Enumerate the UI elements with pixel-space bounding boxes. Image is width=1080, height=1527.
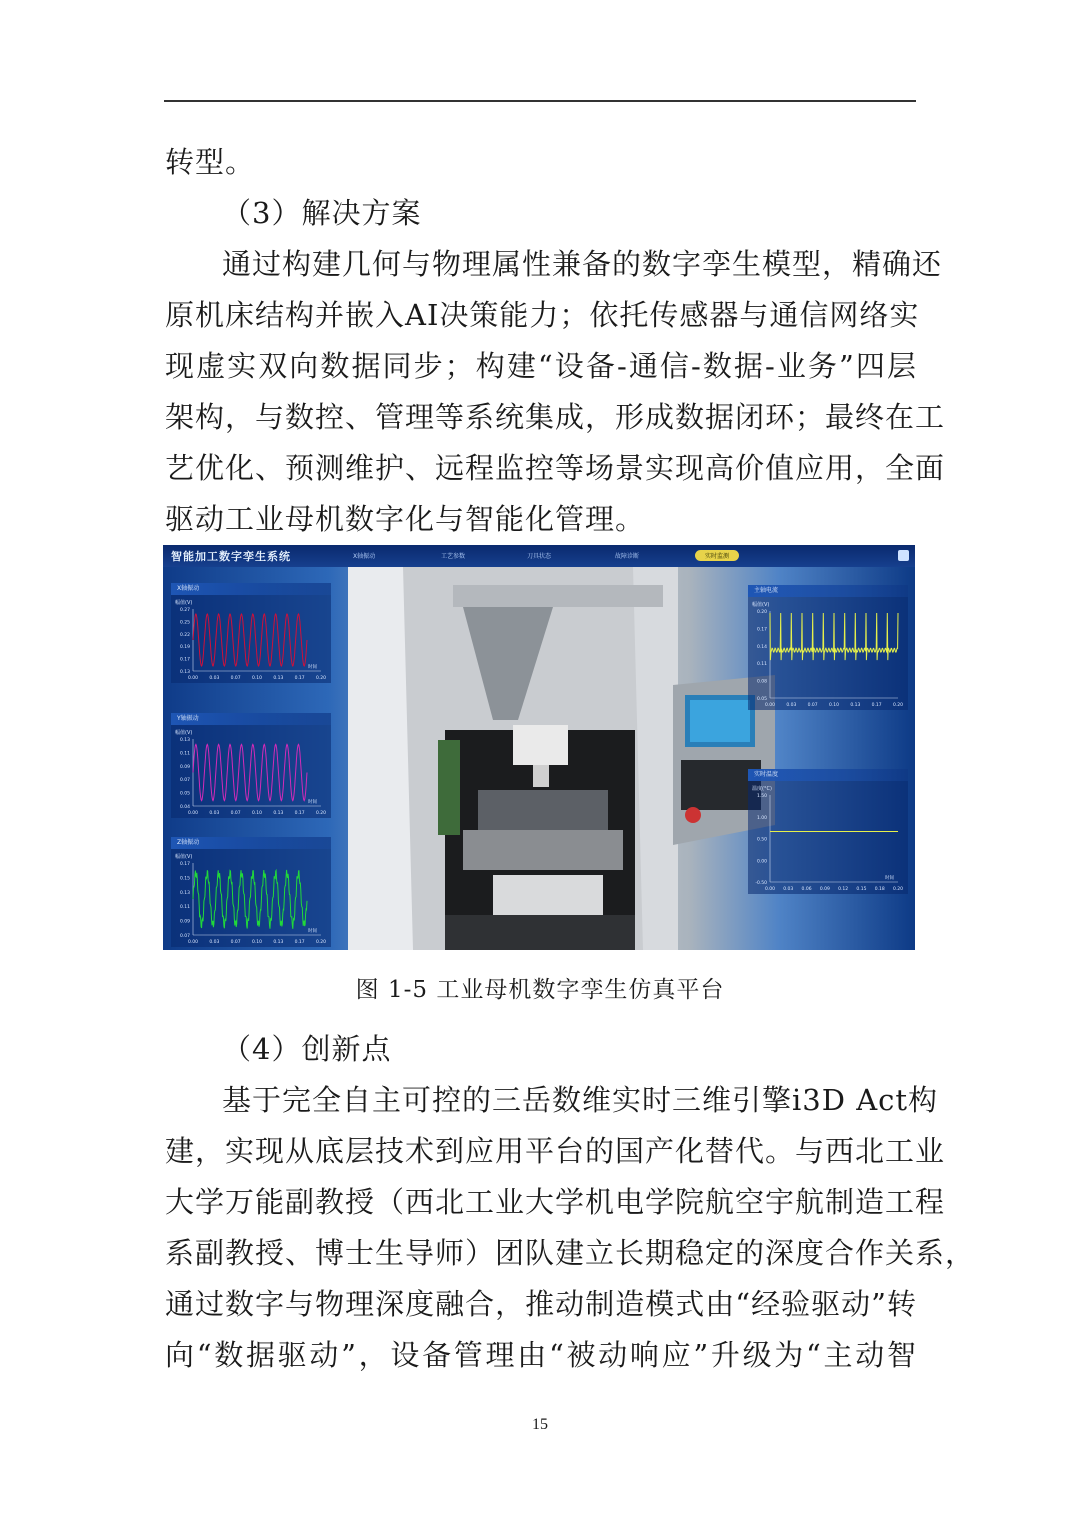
- x-tick-label: 0.10: [251, 811, 263, 816]
- y-tick-label: 0.05: [756, 697, 767, 702]
- y-tick-label: 0.22: [179, 632, 190, 638]
- chart-unit-label: 幅值(V): [175, 730, 193, 736]
- y-tick-label: 0.11: [179, 751, 190, 757]
- text-line: 驱动工业母机数字化与智能化管理。: [165, 502, 646, 536]
- y-vibration-panel: [171, 713, 331, 818]
- x-axis-label: 时间: [308, 665, 317, 670]
- x-tick-label: 0.10: [251, 940, 263, 945]
- x-tick-label: 0.10: [828, 703, 840, 708]
- y-tick-label: 0.00: [756, 859, 767, 865]
- x-tick-label: 0.03: [783, 887, 794, 892]
- y-panel-title: Y轴振动: [171, 713, 331, 725]
- text-line: 大学万能副教授（西北工业大学机电学院航空宇航制造工程: [165, 1185, 946, 1219]
- app-title: 智能加工数字孪生系统: [171, 550, 291, 563]
- x-tick-label: 0.20: [315, 940, 327, 945]
- y-tick-label: 1.00: [756, 815, 767, 821]
- y-tick-label: 0.17: [179, 862, 190, 867]
- text-line: 艺优化、预测维护、远程监控等场景实现高价值应用，全面: [165, 451, 946, 485]
- x-tick-label: 0.13: [850, 703, 861, 708]
- x-axis-label: 时间: [308, 929, 317, 934]
- chart-unit-label: 幅值(V): [752, 602, 770, 608]
- x-tick-label: 0.20: [315, 676, 327, 681]
- y-tick-label: 0.14: [756, 644, 767, 650]
- y-tick-label: 0.25: [179, 620, 190, 626]
- z-panel-title: Z轴振动: [171, 837, 331, 849]
- text-line: 原机床结构并嵌入AI决策能力；依托传感器与通信网络实: [165, 298, 920, 332]
- signal-line: [193, 614, 307, 666]
- y-tick-label: 0.15: [179, 876, 190, 882]
- x-axis-label: 时间: [308, 800, 317, 805]
- text-line: 系副教授、博士生导师）团队建立长期稳定的深度合作关系，: [165, 1236, 976, 1270]
- tab-realtime-monitor[interactable]: 实时监测: [695, 550, 739, 561]
- digital-twin-screenshot: [163, 545, 915, 950]
- x-panel-title: X轴振动: [171, 583, 331, 595]
- y-tick-label: 0.17: [179, 657, 190, 663]
- x-tick-label: 0.00: [764, 887, 776, 892]
- y-tick-label: 0.27: [179, 608, 190, 613]
- x-tick-label: 0.13: [273, 811, 284, 816]
- temperature-chart: [748, 781, 908, 894]
- x-tick-label: 0.12: [838, 887, 849, 892]
- tab-process-params[interactable]: 工艺参数: [441, 553, 466, 560]
- y-tick-label: 0.13: [179, 670, 190, 675]
- x-tick-label: 0.13: [273, 676, 284, 681]
- x-tick-label: 0.09: [819, 887, 830, 892]
- y-tick-label: 0.07: [179, 934, 190, 939]
- z-vibration-chart: [171, 849, 331, 947]
- y-tick-label: 0.11: [756, 662, 767, 668]
- x-tick-label: 0.10: [251, 676, 263, 681]
- y-tick-label: 0.09: [179, 919, 190, 925]
- spindle-panel-title: 主轴电流: [748, 585, 908, 597]
- y-tick-label: 0.05: [179, 791, 190, 797]
- tab-fault-diagnosis[interactable]: 故障诊断: [615, 553, 640, 560]
- x-tick-label: 0.00: [187, 811, 199, 816]
- tab-tool-status[interactable]: 刀具状态: [527, 553, 552, 560]
- y-tick-label: 0.08: [756, 679, 767, 685]
- page-number: 15: [532, 1416, 548, 1433]
- tab-x-vibration[interactable]: X轴振动: [353, 553, 376, 560]
- y-tick-label: 0.20: [756, 610, 767, 615]
- x-tick-label: 0.00: [187, 940, 199, 945]
- text-line: 通过数字与物理深度融合，推动制造模式由“经验驱动”转: [165, 1287, 917, 1321]
- x-axis-label: 时间: [885, 876, 894, 881]
- y-tick-label: 0.50: [756, 837, 767, 843]
- y-tick-label: 0.07: [179, 778, 190, 784]
- y-tick-label: 0.19: [179, 645, 190, 651]
- text-line: 向“数据驱动”，设备管理由“被动响应”升级为“主动智: [165, 1338, 917, 1372]
- x-tick-label: 0.03: [209, 811, 220, 816]
- z-vibration-panel: [171, 837, 331, 947]
- chart-unit-label: 温度(°C): [752, 786, 772, 792]
- header-rule: [164, 100, 916, 102]
- x-tick-label: 0.18: [874, 887, 885, 892]
- text-line: 建，实现从底层技术到应用平台的国产化替代。与西北工业: [165, 1134, 946, 1168]
- chart-unit-label: 幅值(V): [175, 600, 193, 606]
- x-tick-label: 0.20: [892, 703, 904, 708]
- text-line: （3）解决方案: [222, 196, 422, 230]
- x-tick-label: 0.20: [892, 887, 904, 892]
- temperature-panel-title: 实时温度: [748, 769, 908, 781]
- x-tick-label: 0.07: [807, 703, 818, 708]
- signal-line: [193, 870, 307, 929]
- y-tick-label: 0.17: [756, 627, 767, 633]
- signal-line: [770, 613, 898, 660]
- app-top-bar: [163, 545, 915, 567]
- x-tick-label: 0.13: [273, 940, 284, 945]
- x-tick-label: 0.20: [315, 811, 327, 816]
- signal-line: [193, 744, 307, 800]
- x-vibration-chart: [171, 595, 331, 683]
- text-line: 架构，与数控、管理等系统集成，形成数据闭环；最终在工: [165, 400, 946, 434]
- y-tick-label: 0.13: [179, 890, 190, 896]
- y-tick-label: 0.04: [179, 805, 190, 810]
- x-tick-label: 0.03: [209, 940, 220, 945]
- x-tick-label: 0.15: [856, 887, 867, 892]
- x-tick-label: 0.07: [230, 811, 241, 816]
- window-button[interactable]: [898, 550, 909, 561]
- x-tick-label: 0.03: [209, 676, 220, 681]
- y-tick-label: 1.50: [756, 794, 767, 799]
- temperature-panel: [748, 769, 908, 894]
- x-vibration-panel: [171, 583, 331, 683]
- x-tick-label: 0.00: [764, 703, 776, 708]
- x-tick-label: 0.17: [294, 676, 305, 681]
- y-tick-label: -0.50: [755, 881, 767, 886]
- y-tick-label: 0.11: [179, 905, 190, 911]
- x-tick-label: 0.07: [230, 940, 241, 945]
- y-tick-label: 0.13: [179, 738, 190, 743]
- y-vibration-chart: [171, 725, 331, 818]
- x-tick-label: 0.06: [801, 887, 812, 892]
- x-tick-label: 0.00: [187, 676, 199, 681]
- chart-unit-label: 幅值(V): [175, 854, 193, 860]
- x-tick-label: 0.17: [871, 703, 882, 708]
- text-line: 基于完全自主可控的三岳数维实时三维引擎i3D Act构: [222, 1083, 939, 1117]
- text-line: 通过构建几何与物理属性兼备的数字孪生模型，精确还: [222, 247, 943, 281]
- x-tick-label: 0.17: [294, 940, 305, 945]
- y-tick-label: 0.09: [179, 764, 190, 770]
- text-line: 现虚实双向数据同步；构建“设备-通信-数据-业务”四层: [165, 349, 917, 383]
- text-line: 转型。: [165, 145, 256, 179]
- x-tick-label: 0.07: [230, 676, 241, 681]
- spindle-chart: [748, 597, 908, 710]
- x-tick-label: 0.03: [786, 703, 797, 708]
- text-line: （4）创新点: [222, 1032, 392, 1066]
- spindle-panel: [748, 585, 908, 710]
- x-tick-label: 0.17: [294, 811, 305, 816]
- figure-caption: 图 1-5 工业母机数字孪生仿真平台: [355, 977, 725, 1003]
